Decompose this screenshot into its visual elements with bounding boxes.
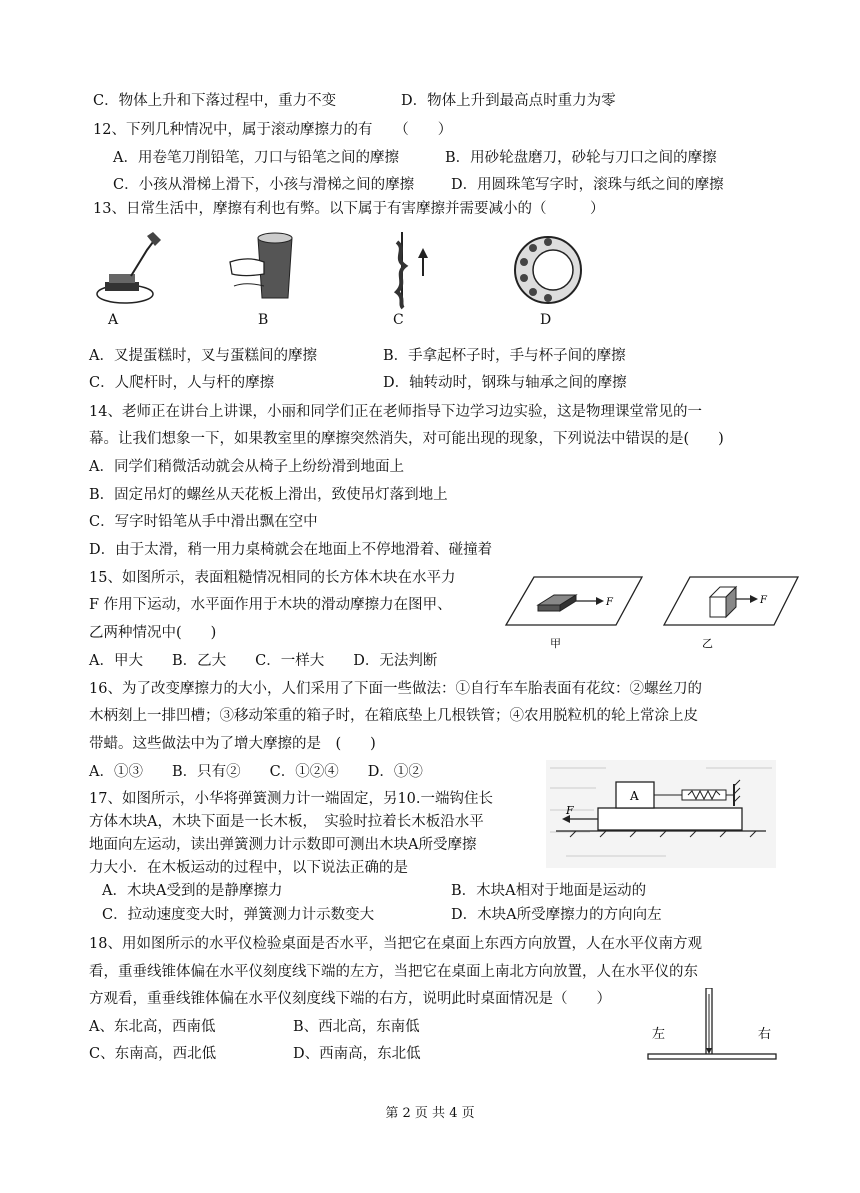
q14-option-a: A．同学们稍微活动就会从椅子上纷纷滑到地面上 bbox=[89, 459, 404, 475]
q11-option-c: C．物体上升和下落过程中，重力不变 bbox=[93, 93, 337, 109]
cup-hand-figure bbox=[228, 228, 298, 310]
q18-option-c: C、东南高，西北低 bbox=[89, 1046, 217, 1062]
q12-option-b: B．用砂轮盘磨刀，砂轮与刀口之间的摩擦 bbox=[445, 150, 717, 166]
q13-fig-label-c: C bbox=[393, 312, 404, 328]
q15-figure bbox=[504, 575, 804, 655]
q12-option-a: A．用卷笔刀削铅笔，刀口与铅笔之间的摩擦 bbox=[113, 150, 399, 166]
q13-fig-label-d: D bbox=[540, 312, 552, 328]
q15-fig-label-jia: 甲 bbox=[550, 637, 561, 650]
q18-option-a: A、东北高，西南低 bbox=[89, 1019, 216, 1035]
pole-climbing-figure bbox=[385, 232, 435, 310]
spirit-level-left-label: 左 bbox=[652, 1027, 666, 1042]
q15-fig-label-yi: 乙 bbox=[702, 637, 713, 650]
q18-stem-line3: 方观看，重垂线锥体偏在水平仪刻度线下端的右方，说明此时桌面情况是（ ） bbox=[89, 991, 611, 1007]
q13-option-a: A．叉提蛋糕时，叉与蛋糕间的摩擦 bbox=[89, 348, 317, 364]
q13-fig-label-a: A bbox=[108, 312, 119, 328]
q12-option-c: C．小孩从滑梯上滑下，小孩与滑梯之间的摩擦 bbox=[113, 177, 415, 193]
q14-stem-line2: 幕。让我们想象一下，如果教室里的摩擦突然消失，对可能出现的现象，下列说法中错误的是( ) bbox=[89, 431, 724, 447]
q18-stem-line1: 18、用如图所示的水平仪检验桌面是否水平，当把它在桌面上东西方向放置，人在水平仪南方观 bbox=[89, 936, 702, 952]
q15-options: A．甲大 B．乙大 C．一样大 D．无法判断 bbox=[89, 653, 438, 669]
cake-fork-figure bbox=[95, 230, 165, 310]
q17-stem-line2: 方体木块A，木块下面是一长木板， 实验时拉着长木板沿水平 bbox=[89, 814, 484, 830]
q17-force-label: F bbox=[566, 804, 574, 817]
q17-stem-line4: 力大小．在木板运动的过程中，以下说法正确的是 bbox=[89, 860, 408, 876]
q17-option-c: C．拉动速度变大时，弹簧测力计示数变大 bbox=[102, 907, 375, 923]
q18-option-b: B、西北高，东南低 bbox=[293, 1019, 420, 1035]
q17-option-a: A．木块A受到的是静摩擦力 bbox=[102, 883, 283, 899]
q13-option-d: D．轴转动时，钢珠与轴承之间的摩擦 bbox=[383, 375, 627, 391]
q16-options: A．①③ B．只有② C．①②④ D．①② bbox=[89, 764, 423, 780]
q16-stem-line1: 16、为了改变摩擦力的大小，人们采用了下面一些做法：①自行车车胎表面有花纹：②螺丝刀的 bbox=[89, 681, 702, 697]
q17-option-b: B．木块A相对于地面是运动的 bbox=[451, 883, 647, 899]
q14-option-d: D．由于太滑，稍一用力桌椅就会在地面上不停地滑着、碰撞着 bbox=[89, 542, 493, 558]
bearing-figure bbox=[513, 230, 583, 310]
q17-stem-line1: 17、如图所示，小华将弹簧测力计一端固定，另10.一端钩住长 bbox=[89, 791, 494, 807]
q18-option-d: D、西南高，东北低 bbox=[293, 1046, 421, 1062]
page-footer: 第 2 页 共 4 页 bbox=[385, 1106, 475, 1121]
q18-stem-line2: 看，重垂线锥体偏在水平仪刻度线下端的左方，当把它在桌面上南北方向放置，人在水平仪的东 bbox=[89, 964, 698, 980]
q16-stem-line3: 带蜡。这些做法中为了增大摩擦的是 ( ) bbox=[89, 736, 376, 752]
q11-option-d: D．物体上升到最高点时重力为零 bbox=[401, 93, 616, 109]
q17-option-d: D．木块A所受摩擦力的方向向左 bbox=[451, 907, 662, 923]
q12-option-d: D．用圆珠笔写字时，滚珠与纸之间的摩擦 bbox=[451, 177, 724, 193]
q17-figure bbox=[546, 760, 776, 868]
q15-force-label-yi: F bbox=[760, 595, 767, 606]
q15-stem-line2: F 作用下运动，水平面作用于木块的滑动摩擦力在图甲、 bbox=[89, 597, 452, 613]
q14-option-c: C．写字时铅笔从手中滑出飘在空中 bbox=[89, 514, 318, 530]
q17-stem-line3: 地面向左运动，读出弹簧测力计示数即可测出木块A所受摩擦 bbox=[89, 837, 477, 853]
spirit-level-right-label: 右 bbox=[758, 1027, 772, 1042]
q13-option-b: B．手拿起杯子时，手与杯子间的摩擦 bbox=[383, 348, 626, 364]
q16-stem-line2: 木柄刻上一排凹槽；③移动笨重的箱子时，在箱底垫上几根铁管；④农用脱粒机的轮上常涂上皮 bbox=[89, 708, 698, 724]
q12-stem: 12、下列几种情况中，属于滚动摩擦力的有 （ ） bbox=[93, 122, 453, 138]
q15-stem-line3: 乙两种情况中( ) bbox=[89, 625, 217, 641]
q13-fig-label-b: B bbox=[258, 312, 269, 328]
q14-stem-line1: 14、老师正在讲台上讲课，小丽和同学们正在老师指导下边学习边实验，这是物理课堂常见的一 bbox=[89, 404, 702, 420]
spirit-level-figure bbox=[646, 988, 778, 1068]
q15-force-label-jia: F bbox=[606, 597, 613, 608]
q15-stem-line1: 15、如图所示，表面粗糙情况相同的长方体木块在水平力 bbox=[89, 570, 456, 586]
q13-stem: 13、日常生活中，摩擦有利也有弊。以下属于有害摩擦并需要减小的（ ） bbox=[93, 201, 605, 217]
q13-option-c: C．人爬杆时，人与杆的摩擦 bbox=[89, 375, 275, 391]
q17-block-label: A bbox=[630, 789, 639, 803]
q14-option-b: B．固定吊灯的螺丝从天花板上滑出，致使吊灯落到地上 bbox=[89, 487, 448, 503]
